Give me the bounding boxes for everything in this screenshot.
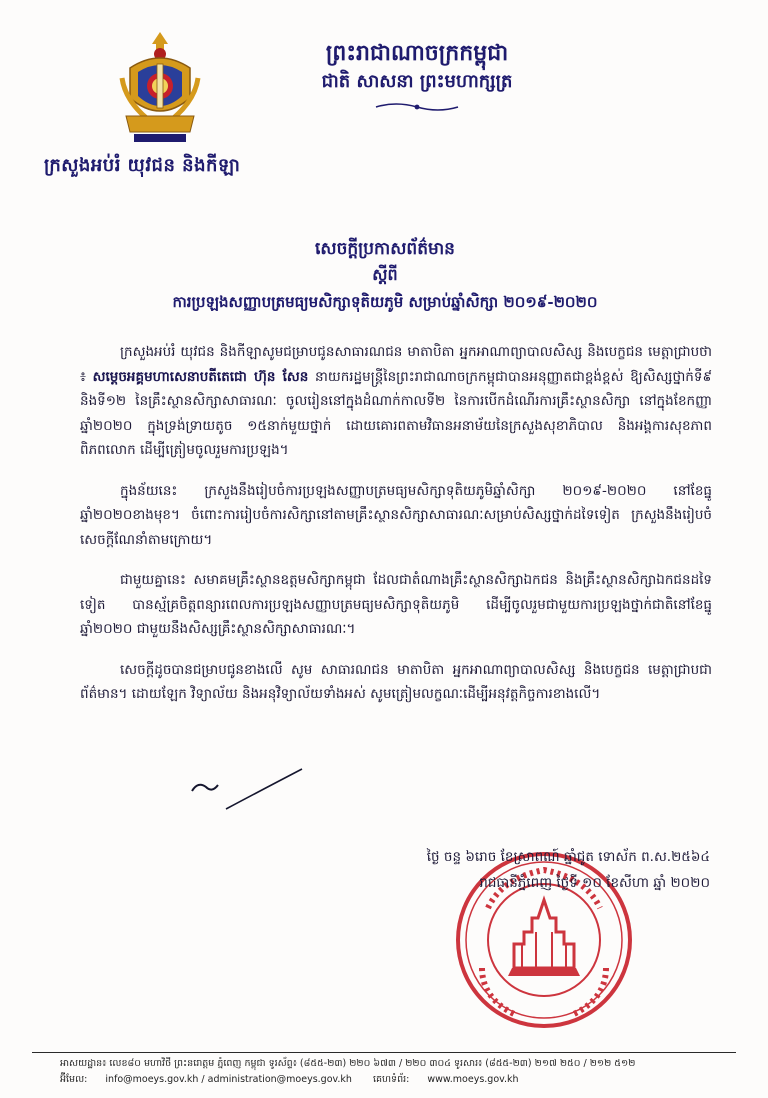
footer-contacts	[60, 1072, 740, 1088]
website-link[interactable]: www.moeys.gov.kh	[427, 1074, 519, 1085]
paragraph-1-intro: ក្រសួងអប់រំ យុវជន និងកីឡាសូមជម្រាបជូនសាធារណជន មាតាបិតា អ្នកអាណាព្យាបាលសិស្ស និងបេក្ខជន មេត្តាជ្រាបថា ៖	[80, 344, 712, 385]
paragraph-2: ក្នុងន័យនេះ ក្រសួងនឹងរៀបចំការប្រឡងសញ្ញាបត្រមធ្យមសិក្សាទុតិយភូមិឆ្នាំសិក្សា ២០១៩-២០២០ នៅខែធ្នូ ឆ្នាំ២០២០ខាងមុខ។ ចំពោះការរៀបចំការសិក្សានៅតាមគ្រឹះស្ថានសិក្សាសាធារណៈសម្រាប់សិស្សថ្នាក់ដទៃទៀត ក្រសួងនឹងរៀបចំសេចក្តីណែនាំតាមក្រោយ។	[80, 482, 712, 548]
paragraph-3: ជាមួយគ្នានេះ សមាគមគ្រឹះស្ថានឧត្តមសិក្សាកម្ពុជា ដែលជាតំណាងគ្រឹះស្ថានសិក្សាឯកជន និងគ្រឹះស្ថានសិក្សាឯកជនដទៃទៀត បានស្ម័គ្រចិត្តពន្យារពេលការប្រឡងសញ្ញាបត្រមធ្យមសិក្សាទុតិយភូមិ ដើម្បីចូលរួមជាមួយការប្រឡងថ្នាក់ជាតិនៅខែធ្នូ ឆ្នាំ២០២០ ជាមួយនឹងសិស្សគ្រឹះស្ថានសិក្សាសាធារណៈ។	[80, 572, 712, 637]
footer-divider	[32, 1052, 736, 1053]
lunar-date: ថ្ងៃ ចន្ទ ៦រោច ខែស្រាពណ៍ ឆ្នាំជូត ទោស័ក ព.ស.២៥៦៤	[426, 849, 710, 865]
title-line-3: ការប្រឡងសញ្ញាបត្រមធ្យមសិក្សាទុតិយភូមិ សម្រាប់ឆ្នាំសិក្សា ២០១៩-២០២០	[172, 293, 598, 311]
kingdom-header	[292, 38, 542, 114]
paragraph-4: សេចក្តីដូចបានជម្រាបជូនខាងលើ សូម សាធារណជន មាតាបិតា អ្នកអាណាព្យាបាលសិស្ស និងបេក្ខជន មេត្តាជ្រាបជាព័ត៌មាន។ ដោយឡែក វិទ្យាល័យ និងអនុវិទ្យាល័យទាំងអស់ សូមត្រៀមលក្ខណៈដើម្បីអនុវត្តកិច្ចការខាងលើ។	[80, 661, 712, 702]
paragraph-1-rest: នាយករដ្ឋមន្ត្រីនៃព្រះរាជាណាចក្រកម្ពុជាបានអនុញ្ញាតជាខ្ពង់ខ្ពស់ ឱ្យសិស្សថ្នាក់ទី៩ និងទី១២ នៃគ្រឹះស្ថានសិក្សាសាធារណៈ ចូលរៀននៅក្នុងដំណាក់កាលទី២ នៃការបើកដំណើរការគ្រឹះស្ថានសិក្សា នៅក្នុងខែកញ្ញា ឆ្នាំ២០២០ ក្នុងទ្រង់ទ្រាយតូច ១៥នាក់មួយថ្នាក់ ដោយគោរពតាមវិធានអនាម័យនៃក្រសួងសុខាភិបាល និងអង្គការសុខភាពពិភពលោក ដើម្បីត្រៀមចូលរួមការប្រឡង។	[80, 368, 713, 458]
footer-address: អាសយដ្ឋាន៖ លេខ៨០ មហាវិថី ព្រះនរោត្តម ភ្នំពេញ កម្ពុជា ទូរស័ព្ទ៖ (៨៥៥-២៣) ២២០ ៦៧៣ / ២២០ ៣០៤ ទូរសារ៖ (៨៥៥-២៣) ២១៧ ២៥០ / ២១២ ៥១២	[60, 1058, 636, 1069]
title-line-1: សេចក្តីប្រកាសព័ត៌មាន	[315, 239, 455, 259]
solar-date: រាជធានីភ្នំពេញ ថ្ងៃទី ១០ ខែសីហា ឆ្នាំ ២០២០	[479, 875, 710, 891]
national-motto: ជាតិ សាសនា ព្រះមហាក្សត្រ	[321, 71, 513, 92]
email-link[interactable]: info@moeys.gov.kh / administration@moeys.gov.kh	[105, 1074, 352, 1085]
header-ornament-icon	[374, 100, 460, 114]
ministry-emblem-icon	[112, 28, 208, 146]
announcement-title	[90, 236, 680, 316]
date-block	[330, 844, 710, 896]
kingdom-name: ព្រះរាជាណាចក្រកម្ពុជា	[325, 40, 509, 66]
website-label: គេហទំព័រ:	[372, 1074, 410, 1085]
initial-signature-icon	[186, 763, 306, 815]
announcement-body	[80, 340, 712, 723]
ministry-name: ក្រសួងអប់រំ យុវជន និងកីឡា	[44, 155, 241, 176]
paragraph-1	[80, 340, 712, 463]
email-label: អ៊ីមែល:	[60, 1074, 88, 1085]
footer	[60, 1056, 740, 1088]
title-line-2: ស្តីពី	[372, 265, 398, 284]
prime-minister-name: សម្តេចអគ្គមហាសេនាបតីតេជោ ហ៊ុន សែន	[92, 368, 309, 385]
